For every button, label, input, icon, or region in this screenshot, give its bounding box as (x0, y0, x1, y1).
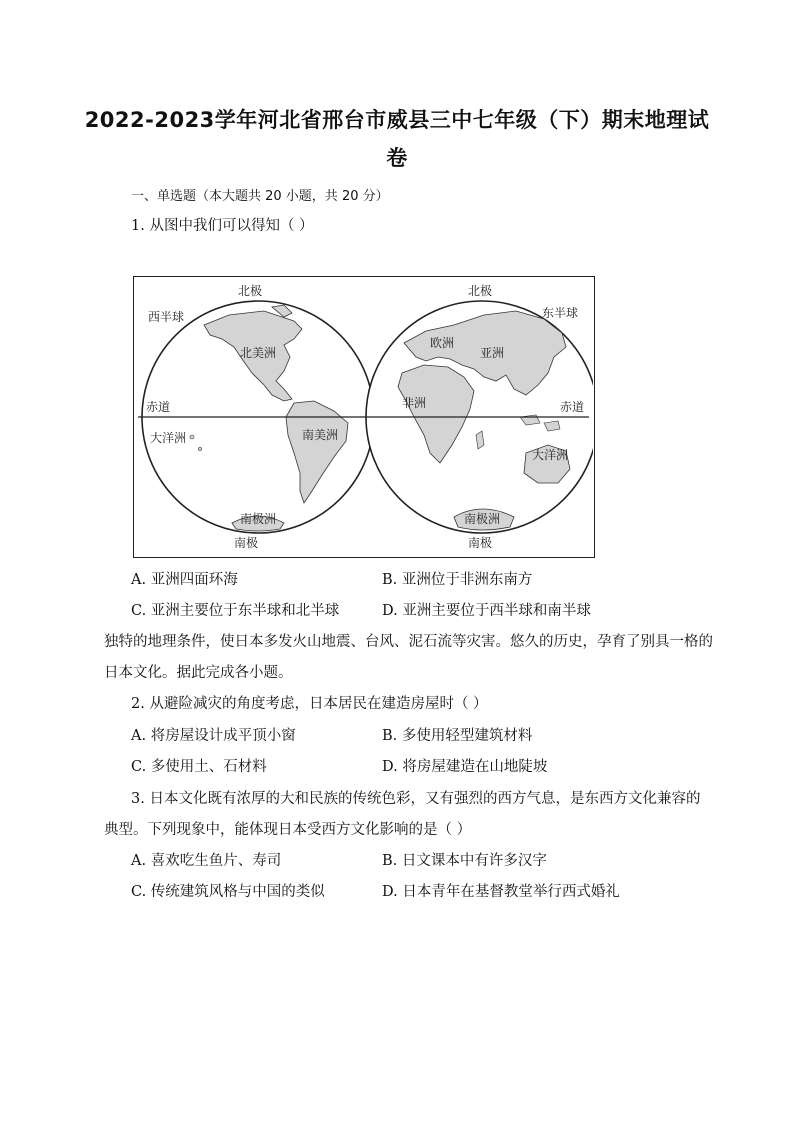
hemispheres-svg (134, 277, 593, 556)
question-3-option-c: C. 传统建筑风格与中国的类似 (131, 884, 325, 900)
map-label-africa: 非洲 (402, 396, 427, 410)
question-3-stem-line1: 3. 日本文化既有浓厚的大和民族的传统色彩，又有强烈的西方气息，是东西方文化兼容的 (131, 791, 701, 807)
question-3-option-b: B. 日文课本中有许多汉字 (382, 853, 547, 869)
question-1-option-b: B. 亚洲位于非洲东南方 (382, 572, 533, 588)
japan-intro-line1: 独特的地理条件，使日本多发火山地震、台风、泥石流等灾害。悠久的历史，孕育了别具一格的 (104, 634, 713, 650)
map-label-oceania-west: 大洋洲 (150, 431, 187, 445)
map-label-eastern-hemisphere: 东半球 (542, 306, 579, 320)
map-label-south-america: 南美洲 (302, 428, 339, 442)
map-label-equator-east: 赤道 (560, 400, 585, 414)
question-2-option-b: B. 多使用轻型建筑材料 (382, 728, 533, 744)
question-2-option-d: D. 将房屋建造在山地陡坡 (382, 759, 548, 775)
question-3-option-d: D. 日本青年在基督教堂举行西式婚礼 (382, 884, 620, 900)
map-label-asia: 亚洲 (480, 346, 505, 360)
map-label-oceania-east: 大洋洲 (532, 448, 569, 462)
question-1-option-d: D. 亚洲主要位于西半球和南半球 (382, 603, 591, 619)
exam-title-line2: 卷 (386, 146, 408, 170)
question-1-option-c: C. 亚洲主要位于东半球和北半球 (131, 603, 340, 619)
map-label-north-pole-east: 北极 (468, 284, 493, 298)
map-label-western-hemisphere: 西半球 (148, 310, 185, 324)
map-label-north-pole-west: 北极 (238, 284, 263, 298)
map-label-south-pole-west: 南极 (234, 536, 259, 550)
map-label-europe: 欧洲 (430, 336, 455, 350)
map-label-antarctica-east: 南极洲 (464, 512, 501, 526)
question-1-stem: 1. 从图中我们可以得知（ ） (131, 218, 314, 234)
world-hemispheres-map (133, 276, 595, 558)
exam-title-line1: 2022-2023学年河北省邢台市威县三中七年级（下）期末地理试 (84, 108, 710, 132)
question-2-option-a: A. 将房屋设计成平顶小窗 (131, 728, 296, 744)
map-label-south-pole-east: 南极 (468, 536, 493, 550)
section-header: 一、单选题（本大题共 20 小题，共 20 分） (131, 189, 389, 204)
question-3-stem-line2: 典型。下列现象中，能体现日本受西方文化影响的是（ ） (104, 822, 472, 838)
map-label-equator-west: 赤道 (146, 400, 171, 414)
japan-intro-line2: 日本文化。据此完成各小题。 (104, 665, 293, 681)
question-2-option-c: C. 多使用土、石材料 (131, 759, 267, 775)
question-3-option-a: A. 喜欢吃生鱼片、寿司 (131, 853, 282, 869)
map-label-antarctica-west: 南极洲 (240, 512, 277, 526)
map-label-north-america: 北美洲 (240, 346, 277, 360)
question-2-stem: 2. 从避险减灾的角度考虑，日本居民在建造房屋时（ ） (131, 696, 488, 712)
question-1-option-a: A. 亚洲四面环海 (131, 572, 238, 588)
